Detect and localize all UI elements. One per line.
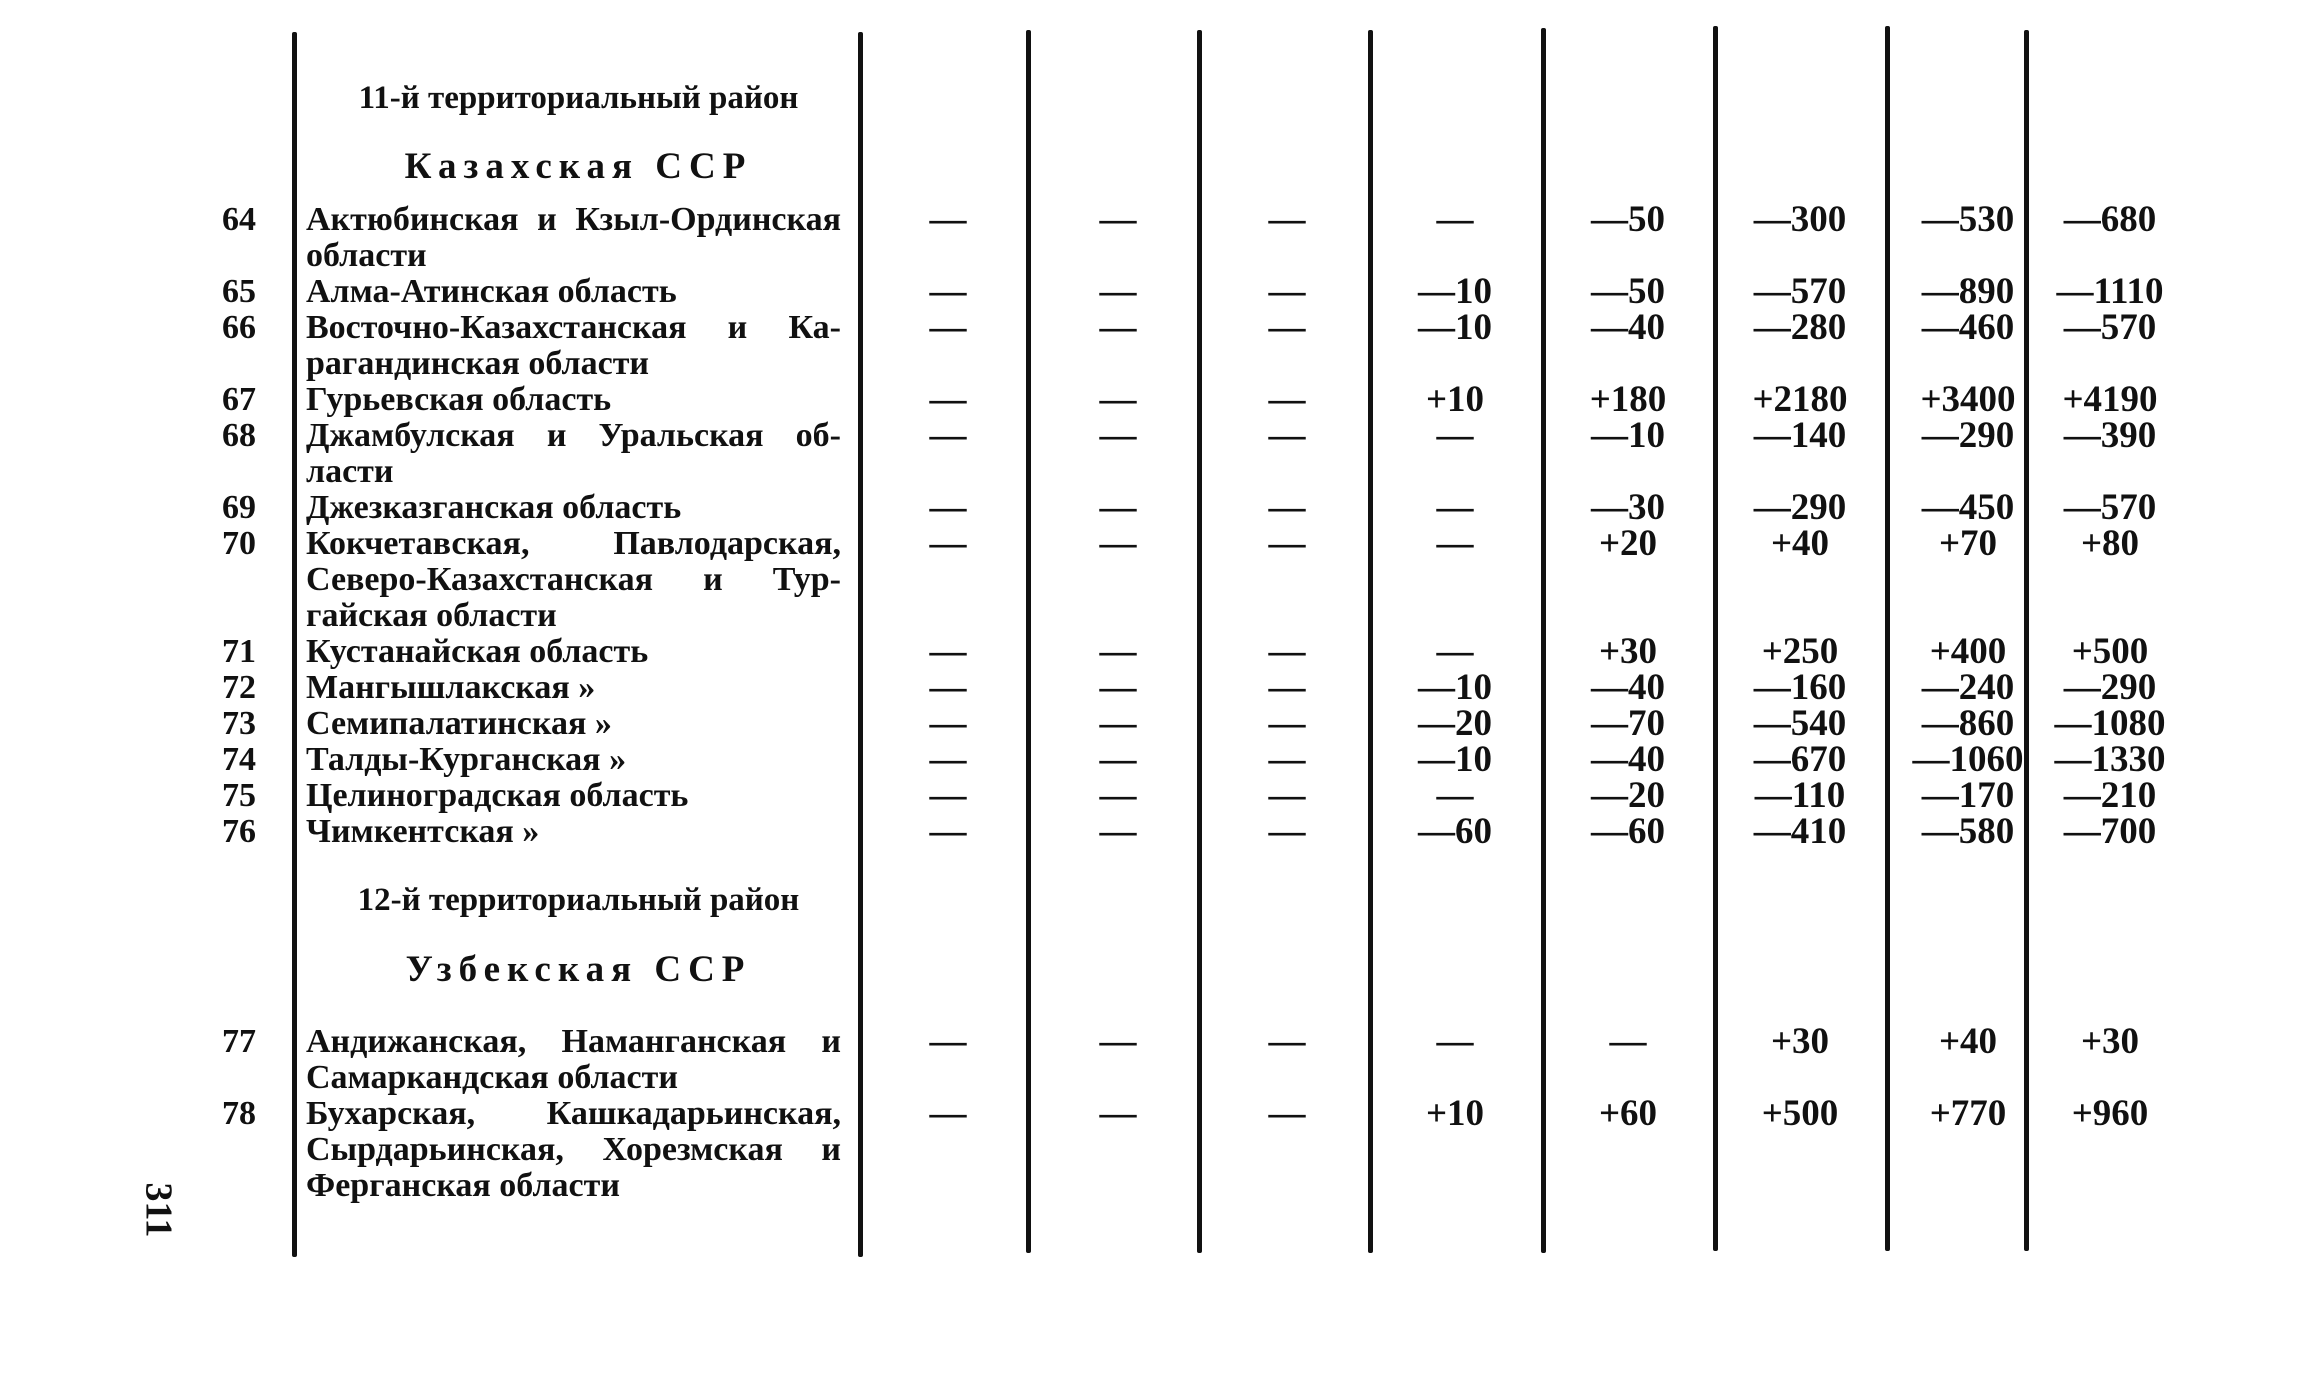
region-label-line: Джамбулская и Уральская об-: [306, 417, 841, 454]
value-cell: —: [1099, 523, 1137, 564]
value-cell: +500: [2071, 631, 2149, 672]
value-cell: —: [1268, 307, 1306, 348]
value-cell: +30: [1598, 631, 1658, 672]
value-cell: —670: [1753, 739, 1847, 780]
region-label-line: Целиноградская область: [306, 777, 689, 814]
value-cell: —: [1099, 487, 1137, 528]
value-cell: —: [1268, 199, 1306, 240]
value-cell: —: [929, 631, 967, 672]
value-cell: —30: [1591, 487, 1665, 528]
value-cell: —: [929, 379, 967, 420]
row-number: 66: [222, 309, 256, 346]
region-label-line: Мангышлакская »: [306, 669, 596, 706]
value-cell: —580: [1921, 811, 2015, 852]
value-cell: —: [1099, 307, 1137, 348]
value-cell: —40: [1591, 307, 1665, 348]
value-cell: —70: [1591, 703, 1665, 744]
value-cell: —: [1268, 631, 1306, 672]
value-cell: —: [1099, 379, 1137, 420]
value-cell: —170: [1921, 775, 2015, 816]
row-number: 71: [222, 633, 256, 670]
column-rule: [1541, 28, 1546, 1253]
value-cell: —50: [1591, 199, 1665, 240]
value-cell: —: [1099, 271, 1137, 312]
value-cell: —: [1268, 775, 1306, 816]
value-cell: +250: [1761, 631, 1839, 672]
value-cell: —20: [1418, 703, 1492, 744]
value-cell: +500: [1761, 1093, 1839, 1134]
value-cell: —530: [1921, 199, 2015, 240]
region-label-line: области: [306, 237, 427, 274]
value-cell: —: [1268, 703, 1306, 744]
value-cell: —: [1099, 775, 1137, 816]
value-cell: +10: [1425, 1093, 1485, 1134]
value-cell: +770: [1929, 1093, 2007, 1134]
value-cell: —60: [1591, 811, 1665, 852]
region-label-line: Сырдарьинская, Хорезмская и: [306, 1131, 841, 1168]
row-number: 75: [222, 777, 256, 814]
value-cell: —: [929, 775, 967, 816]
row-number: 70: [222, 525, 256, 562]
value-cell: —: [929, 271, 967, 312]
value-cell: +4190: [2062, 379, 2158, 420]
value-cell: —: [929, 811, 967, 852]
value-cell: —: [1268, 415, 1306, 456]
region-label-line: Джезказганская область: [306, 489, 682, 526]
value-cell: —: [1099, 631, 1137, 672]
row-number: 77: [222, 1023, 256, 1060]
value-cell: —290: [1753, 487, 1847, 528]
value-cell: —: [1436, 631, 1474, 672]
value-cell: —1330: [2054, 739, 2166, 780]
value-cell: +70: [1938, 523, 1998, 564]
value-cell: +80: [2080, 523, 2140, 564]
value-cell: —1110: [2056, 271, 2164, 312]
value-cell: —860: [1921, 703, 2015, 744]
value-cell: —410: [1753, 811, 1847, 852]
value-cell: —: [929, 487, 967, 528]
value-cell: —: [1268, 1021, 1306, 1062]
row-number: 73: [222, 705, 256, 742]
value-cell: —390: [2063, 415, 2157, 456]
page-number-text: 311: [137, 1182, 179, 1238]
value-cell: —: [1436, 415, 1474, 456]
page-number: [128, 1180, 188, 1240]
region-label-line: Семипалатинская »: [306, 705, 612, 742]
row-number: 67: [222, 381, 256, 418]
column-rule: [292, 32, 297, 1257]
value-cell: —570: [1753, 271, 1847, 312]
value-cell: —280: [1753, 307, 1847, 348]
value-cell: —160: [1753, 667, 1847, 708]
column-rule: [1026, 30, 1031, 1253]
region-label-line: Гурьевская область: [306, 381, 612, 418]
column-rule: [1197, 30, 1202, 1253]
value-cell: —680: [2063, 199, 2157, 240]
region-label-line: Ферганская области: [306, 1167, 620, 1204]
value-cell: —40: [1591, 739, 1665, 780]
value-cell: —290: [2063, 667, 2157, 708]
value-cell: —290: [1921, 415, 2015, 456]
value-cell: —: [1436, 523, 1474, 564]
value-cell: +40: [1938, 1021, 1998, 1062]
value-cell: —300: [1753, 199, 1847, 240]
value-cell: —: [1609, 1021, 1647, 1062]
value-cell: —50: [1591, 271, 1665, 312]
row-number: 69: [222, 489, 256, 526]
value-cell: —140: [1753, 415, 1847, 456]
value-cell: —540: [1753, 703, 1847, 744]
value-cell: +3400: [1920, 379, 2016, 420]
row-number: 64: [222, 201, 256, 238]
value-cell: —: [1268, 667, 1306, 708]
row-number: 68: [222, 417, 256, 454]
value-cell: —: [1268, 739, 1306, 780]
value-cell: —: [1099, 811, 1137, 852]
region-label-line: Андижанская, Наманганская и: [306, 1023, 841, 1060]
value-cell: —: [1268, 811, 1306, 852]
value-cell: —: [1099, 1021, 1137, 1062]
value-cell: —10: [1591, 415, 1665, 456]
value-cell: —: [929, 703, 967, 744]
value-cell: +10: [1425, 379, 1485, 420]
value-cell: —: [929, 199, 967, 240]
region-label-line: Восточно-Казахстанская и Ка-: [306, 309, 841, 346]
value-cell: —1060: [1912, 739, 2024, 780]
value-cell: —: [1099, 703, 1137, 744]
value-cell: —: [929, 307, 967, 348]
value-cell: —: [1436, 199, 1474, 240]
value-cell: —450: [1921, 487, 2015, 528]
region-label-line: Самаркандская области: [306, 1059, 678, 1096]
region-label-line: Кустанайская область: [306, 633, 649, 670]
kazakh-ssr-heading: Казахская ССР: [404, 146, 753, 187]
value-cell: +960: [2071, 1093, 2149, 1134]
region-label-line: Северо-Казахстанская и Тур-: [306, 561, 841, 598]
row-number: 78: [222, 1095, 256, 1132]
value-cell: —460: [1921, 307, 2015, 348]
value-cell: —: [1099, 199, 1137, 240]
value-cell: —: [929, 1093, 967, 1134]
row-number: 76: [222, 813, 256, 850]
value-cell: —890: [1921, 271, 2015, 312]
region-label-line: Чимкентская »: [306, 813, 540, 850]
value-cell: —: [1099, 667, 1137, 708]
district-12-heading: 12-й территориальный район: [357, 882, 800, 918]
value-cell: +40: [1770, 523, 1830, 564]
value-cell: —40: [1591, 667, 1665, 708]
value-cell: —110: [1754, 775, 1846, 816]
column-rule: [1713, 26, 1718, 1251]
value-cell: —10: [1418, 739, 1492, 780]
value-cell: —: [1436, 1021, 1474, 1062]
region-label-line: Алма-Атинская область: [306, 273, 677, 310]
value-cell: —: [1268, 379, 1306, 420]
region-label-line: Актюбинская и Кзыл-Ординская: [306, 201, 841, 238]
row-number: 65: [222, 273, 256, 310]
value-cell: —1080: [2054, 703, 2166, 744]
column-rule: [1885, 26, 1890, 1251]
column-rule: [858, 32, 863, 1257]
region-label-line: ласти: [306, 453, 394, 490]
row-number: 74: [222, 741, 256, 778]
value-cell: +180: [1589, 379, 1667, 420]
column-rule: [1368, 30, 1373, 1253]
region-label-line: Талды-Курганская »: [306, 741, 627, 778]
row-number: 72: [222, 669, 256, 706]
value-cell: —240: [1921, 667, 2015, 708]
value-cell: —10: [1418, 307, 1492, 348]
value-cell: —210: [2063, 775, 2157, 816]
value-cell: —: [1436, 487, 1474, 528]
value-cell: —20: [1591, 775, 1665, 816]
value-cell: —: [929, 523, 967, 564]
value-cell: +20: [1598, 523, 1658, 564]
district-11-heading: 11-й территориальный район: [358, 80, 799, 116]
region-label-line: рагандинская области: [306, 345, 649, 382]
region-label-line: гайская области: [306, 597, 557, 634]
value-cell: +30: [2080, 1021, 2140, 1062]
value-cell: —: [1268, 1093, 1306, 1134]
value-cell: —: [929, 1021, 967, 1062]
value-cell: +60: [1598, 1093, 1658, 1134]
value-cell: —: [1268, 523, 1306, 564]
value-cell: +30: [1770, 1021, 1830, 1062]
value-cell: —10: [1418, 271, 1492, 312]
region-label-line: Кокчетавская, Павлодарская,: [306, 525, 841, 562]
value-cell: —: [1436, 775, 1474, 816]
value-cell: —10: [1418, 667, 1492, 708]
value-cell: —: [1268, 271, 1306, 312]
value-cell: —: [1099, 739, 1137, 780]
value-cell: —: [1099, 1093, 1137, 1134]
value-cell: —: [1268, 487, 1306, 528]
value-cell: —60: [1418, 811, 1492, 852]
value-cell: +2180: [1752, 379, 1848, 420]
value-cell: —: [929, 667, 967, 708]
value-cell: —: [929, 739, 967, 780]
value-cell: —: [929, 415, 967, 456]
region-label-line: Бухарская, Кашкадарьинская,: [306, 1095, 841, 1132]
value-cell: —: [1099, 415, 1137, 456]
uzbek-ssr-heading: Узбекская ССР: [405, 949, 752, 990]
value-cell: +400: [1929, 631, 2007, 672]
value-cell: —570: [2063, 307, 2157, 348]
value-cell: —570: [2063, 487, 2157, 528]
value-cell: —700: [2063, 811, 2157, 852]
